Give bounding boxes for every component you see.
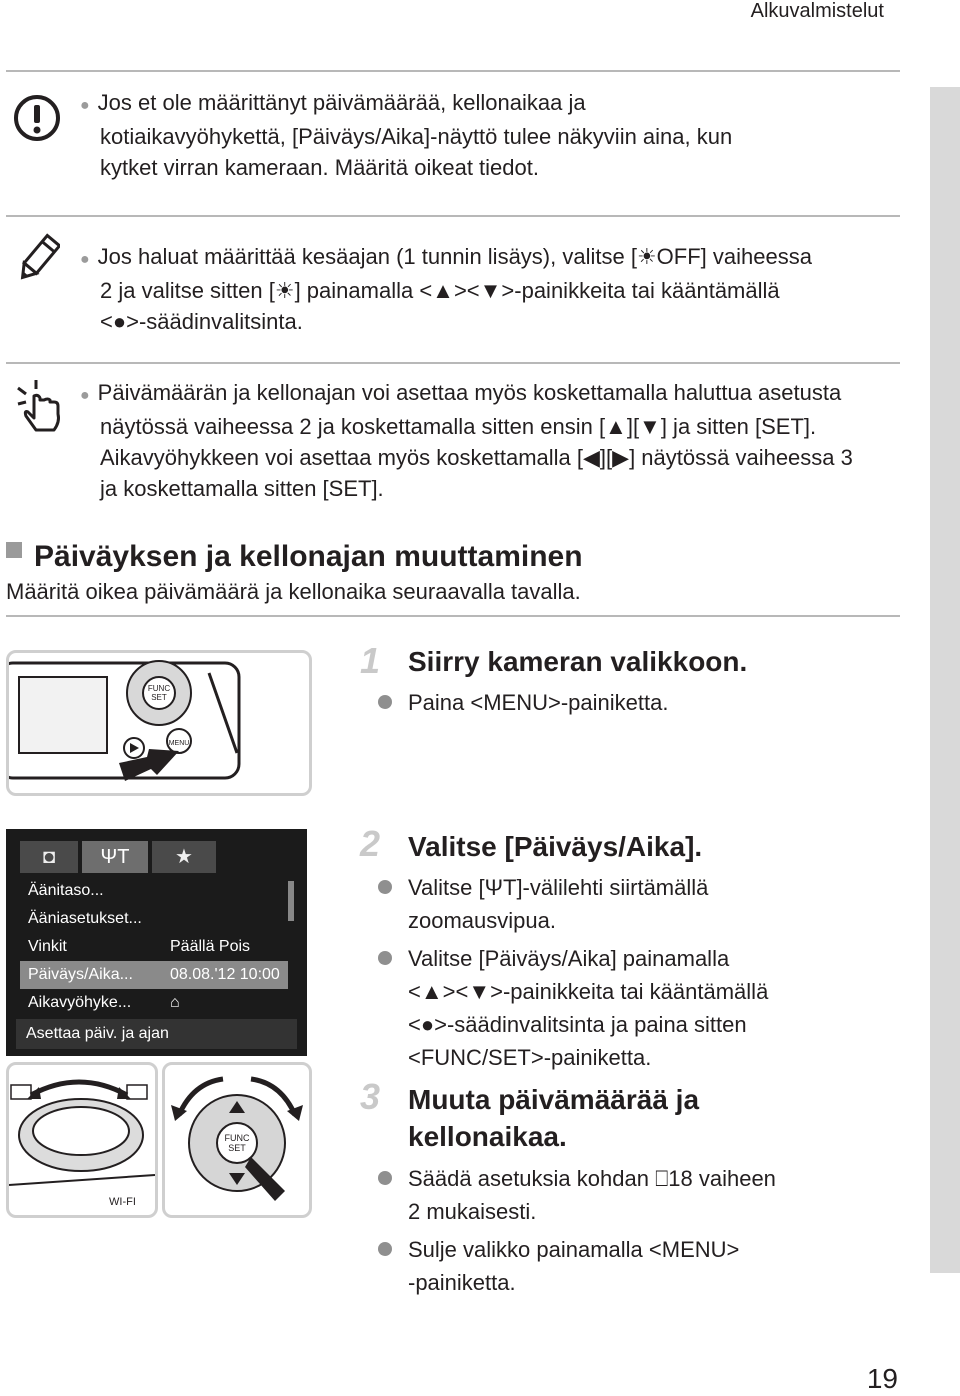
note-touch: ● Päivämäärän ja kellonajan voi asettaa myös koskettamalla haluttua asetusta näytössä vaiheessa 2 ja koskettamalla sitten ensin [▲][▼] ja sitten [SET]. Aikavyöhykkeen voi asettaa myös koskettamalla [◀][▶] näytössä vaiheessa 3 ja koskettamalla sitten [SET]. [80,377,910,504]
section-rule [6,615,900,617]
wifi-label: WI-FI [109,1196,136,1208]
note-line: Päivämäärän ja kellonajan voi asettaa myös koskettamalla haluttua asetusta [97,380,842,405]
menu-row-label: Äänitaso... [28,882,104,899]
bullet-text: <FUNC/SET>-painiketta. [408,1045,652,1070]
note-line: 2 ja valitse sitten [☀] painamalla <▲><▼>-painikkeita tai kääntämällä [100,278,780,303]
step-number: 2 [360,823,381,864]
bullet-text: Säädä asetuksia kohdan ⎕18 vaiheen [408,1166,776,1191]
step-number: 3 [360,1076,381,1117]
bullet-text: <▲><▼>-painikkeita tai kääntämällä [408,979,769,1004]
svg-text:MENU: MENU [168,740,190,747]
tab-shooting: ◘ [20,841,78,873]
svg-text:FUNC: FUNC [147,684,171,693]
bullet-dot [378,1171,392,1185]
step-bullet [378,686,668,719]
menu-row [20,933,288,961]
tab-my-menu: ★ [152,841,216,873]
bullet-dot [378,1242,392,1256]
bullet-dot [378,951,392,965]
exclamation-icon [13,94,61,142]
note-line: kotiaikavyöhykettä, [Päiväys/Aika]-näyttö tulee näkyviin aina, kun [100,124,733,149]
bullet-text: Sulje valikko painamalla <MENU> [408,1237,740,1262]
page-number: 19 [866,1363,898,1394]
menu-row [20,989,288,1017]
control-dial-figure [162,1062,312,1218]
menu-row [20,877,288,905]
bullet-text: <●>-säädinvalitsinta ja paina sitten [408,1012,747,1037]
step-bullet [378,1162,898,1228]
step-bullet [378,871,898,937]
page-edge-tab [930,87,960,1273]
bullet-text: Paina <MENU>-painiketta. [408,690,669,715]
bullet-text: -painiketta. [408,1270,516,1295]
step-bullet [378,1233,898,1299]
section-marker [6,542,22,558]
svg-text:SET: SET [151,693,167,702]
note-line: kytket virran kameraan. Määritä oikeat tiedot. [100,155,539,180]
section-title-text: Päiväyksen ja kellonajan muuttaminen [34,540,583,573]
bullet-dot [378,880,392,894]
menu-footer: Asettaa päiv. ja ajan [16,1019,297,1049]
step-bullet [378,942,898,1074]
step-title: Siirry kameran valikkoon. [408,646,748,677]
menu-row-selected [20,961,288,989]
menu-row-value: 08.08.'12 10:00 [170,966,280,983]
zoom-lever-figure [6,1062,158,1218]
tab-settings: ΨT [82,841,148,873]
bullet-text: zoomausvipua. [408,908,556,933]
menu-row [20,905,288,933]
svg-text:SET: SET [228,1143,246,1153]
bullet-dot [378,695,392,709]
step-title-line: kellonaikaa. [408,1121,567,1152]
note-line: näytössä vaiheessa 2 ja koskettamalla sitten ensin [▲][▼] ja sitten [SET]. [100,414,817,439]
touch-hand-icon [14,378,64,434]
step-title-line: Muuta päivämäärää ja [408,1084,700,1115]
menu-row-value: Päällä Pois [170,938,251,955]
bullet-text: Valitse [Päiväys/Aika] painamalla [408,946,730,971]
note-caution: ● Jos et ole määrittänyt päivämäärää, kellonaikaa ja kotiaikavyöhykettä, [Päiväys/Aika]-näyttö tulee näkyviin aina, kun kytket virran kameraan. Määritä oikeat tiedot. [80,87,900,183]
menu-scrollbar [288,881,294,921]
note-line: <●>-säädinvalitsinta. [100,309,303,334]
bullet-text: Valitse [ΨT]-välilehti siirtämällä [408,875,709,900]
menu-row-label: Päiväys/Aika... [28,966,133,983]
divider [6,215,900,217]
note-pencil: ● Jos haluat määrittää kesäajan (1 tunnin lisäys), valitse [☀OFF] vaiheessa 2 ja valitse sitten [☀] painamalla <▲><▼>-painikkeita tai kääntämällä <●>-säädinvalitsinta. [80,241,900,337]
section-title [6,540,583,574]
step-number: 1 [360,640,381,681]
svg-text:FUNC: FUNC [224,1133,250,1143]
camera-menu-button-figure [6,650,312,796]
running-header: Alkuvalmistelut [750,0,884,22]
divider [6,362,900,364]
menu-row-label: Ääniasetukset... [28,910,142,927]
section-subtitle: Määritä oikea päivämäärä ja kellonaika seuraavalla tavalla. [6,579,581,604]
note-line: ja koskettamalla sitten [SET]. [100,476,384,501]
step-title: Valitse [Päiväys/Aika]. [408,831,703,862]
note-line: Jos haluat määrittää kesäajan (1 tunnin lisäys), valitse [☀OFF] vaiheessa [97,244,812,269]
note-line: Jos et ole määrittänyt päivämäärää, kellonaikaa ja [97,90,586,115]
note-line: Aikavyöhykkeen voi asettaa myös koskettamalla [◀][▶] näytössä vaiheessa 3 [100,445,853,470]
bullet-text: 2 mukaisesti. [408,1199,537,1224]
header-rule [6,70,900,72]
step-title [408,1081,908,1155]
menu-row-label: Vinkit [28,938,67,955]
menu-row-label: Aikavyöhyke... [28,994,132,1011]
pencil-icon [16,233,60,285]
camera-menu-screen [6,829,307,1056]
menu-row-value: ⌂ [170,994,180,1011]
